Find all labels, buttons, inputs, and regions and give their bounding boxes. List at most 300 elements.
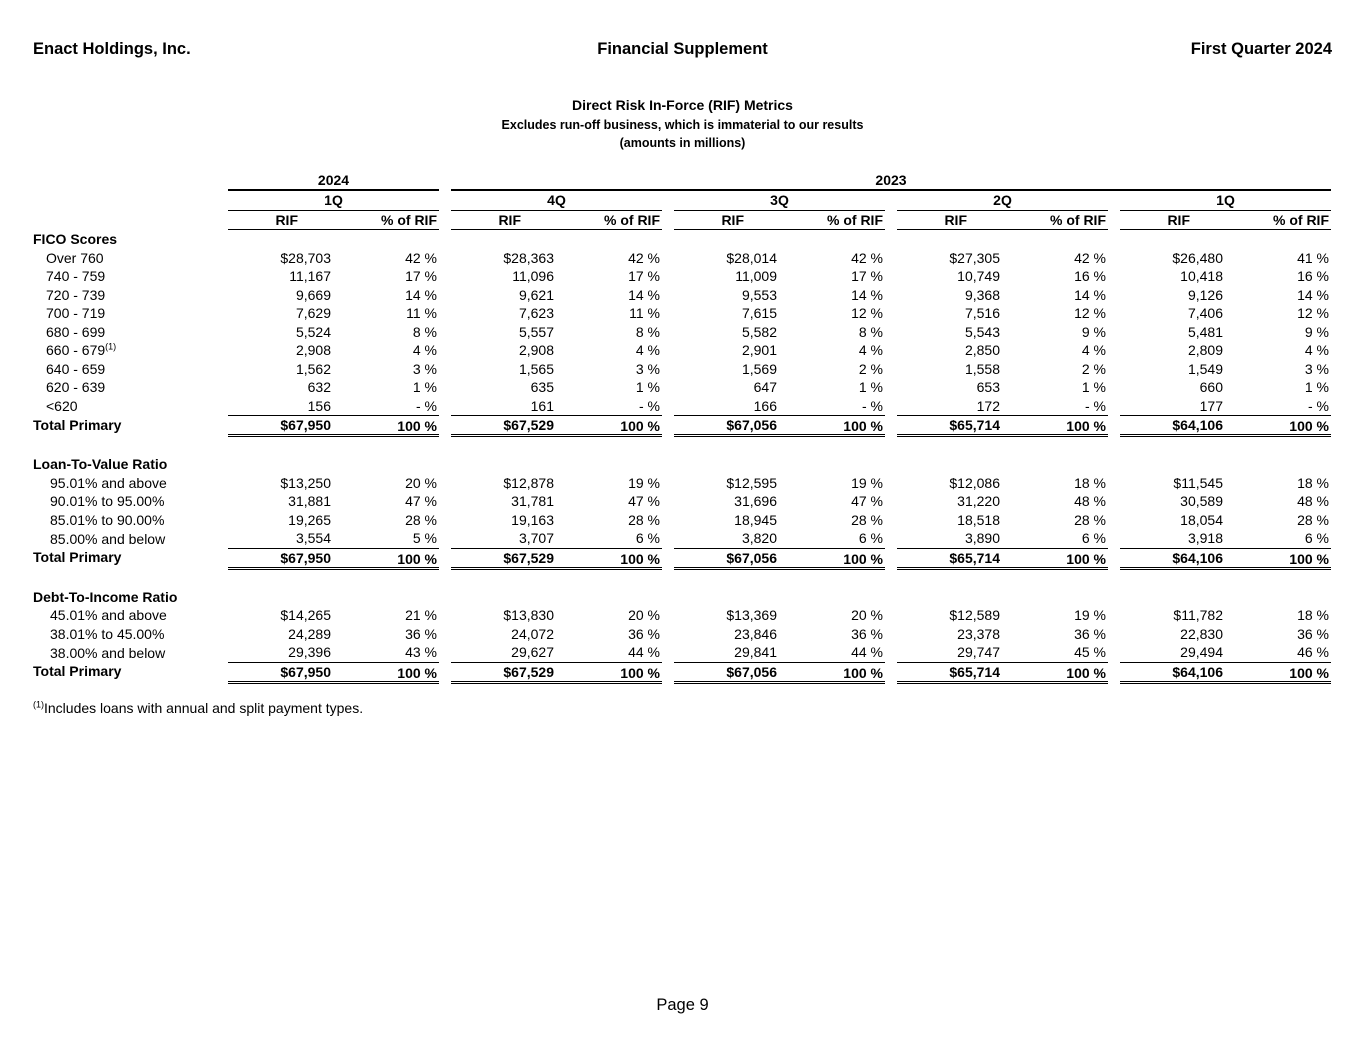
gap-cell: [439, 397, 451, 416]
row-label: [33, 378, 228, 397]
gap-cell: [439, 304, 451, 323]
pct-value: 100 %: [1002, 416, 1108, 436]
rif-value: $12,878: [503, 474, 554, 491]
pct-value: 28 %: [1074, 511, 1106, 528]
quarter-header: 1Q: [228, 190, 439, 210]
col-header-rif: RIF: [228, 210, 333, 230]
rif-value: 18,518: [957, 511, 1000, 528]
gap-cell: [885, 286, 897, 305]
gap-cell: [885, 323, 897, 342]
gap-cell: [662, 397, 674, 416]
pct-value: - %: [1225, 397, 1331, 416]
gap-cell: [1108, 249, 1120, 268]
rif-value: 172: [897, 397, 1002, 416]
pct-value: 14 %: [405, 286, 437, 303]
table-row: [33, 397, 1331, 416]
pct-value: 17 %: [405, 268, 437, 285]
gap-cell: [662, 249, 674, 268]
gap-cell: [439, 474, 451, 493]
spacer-row: [33, 568, 1331, 588]
rif-value: 2,809: [1187, 342, 1223, 359]
column-header-row: [33, 210, 1331, 230]
rif-value: $67,950: [228, 662, 333, 682]
gap-cell: [1108, 397, 1120, 416]
row-label-text: <620: [46, 398, 78, 414]
gap-cell: [439, 416, 451, 436]
row-label: [33, 625, 228, 644]
pct-value: 28 %: [405, 511, 437, 528]
pct-value: 47 %: [628, 493, 660, 510]
pct-value: 100 %: [556, 548, 662, 568]
rif-value: $67,950: [228, 416, 333, 436]
row-label: [33, 286, 228, 305]
gap-cell: [885, 249, 897, 268]
row-label-text: 660 - 679: [46, 342, 106, 359]
pct-value: 21 %: [405, 607, 437, 624]
rif-value: 31,696: [734, 493, 777, 510]
rif-value: 19,265: [288, 511, 331, 528]
rif-value: 10,749: [957, 268, 1000, 285]
rif-value: 18,054: [1180, 511, 1223, 528]
gap-cell: [662, 511, 674, 530]
pct-value: 8 %: [635, 323, 660, 340]
gap-cell: [662, 606, 674, 625]
rif-value: 31,881: [288, 493, 331, 510]
rif-value: 29,841: [674, 643, 779, 662]
pct-value: 100 %: [1002, 662, 1108, 682]
rif-value: 24,072: [511, 625, 554, 642]
rif-value: 7,406: [1187, 305, 1223, 322]
rif-value: $67,950: [228, 548, 333, 568]
rif-value: $11,782: [1173, 607, 1223, 624]
gap-cell: [439, 170, 451, 190]
pct-value: 6 %: [1225, 529, 1331, 548]
col-header-rif: RIF: [451, 210, 556, 230]
rif-value: 29,494: [1120, 643, 1225, 662]
gap-cell: [662, 474, 674, 493]
gap-cell: [439, 662, 451, 682]
section-header-row: [33, 230, 1331, 249]
table-title: Direct Risk In-Force (RIF) Metrics: [572, 97, 793, 113]
rif-value: 9,621: [518, 286, 554, 303]
row-label-text: 38.01% to 45.00%: [50, 625, 165, 642]
total-label: Total Primary: [33, 416, 122, 433]
gap-cell: [662, 548, 674, 568]
gap-cell: [885, 492, 897, 511]
gap-cell: [1108, 548, 1120, 568]
pct-value: 45 %: [1002, 643, 1108, 662]
quarter-header: 3Q: [674, 190, 885, 210]
gap-cell: [662, 304, 674, 323]
gap-cell: [662, 360, 674, 379]
rif-value: $65,714: [897, 662, 1002, 682]
pct-value: 3 %: [412, 360, 437, 377]
rif-value: 5,481: [1187, 323, 1223, 340]
footnote-marker: (1): [33, 699, 44, 710]
table-units: (amounts in millions): [619, 136, 746, 150]
pct-value: 36 %: [1297, 625, 1329, 642]
pct-value: 8 %: [412, 323, 437, 340]
pct-value: 20 %: [851, 607, 883, 624]
rif-value: 632: [307, 379, 331, 396]
rif-value: 635: [530, 379, 554, 396]
table-row: [33, 267, 1331, 286]
total-row: [33, 416, 1331, 436]
pct-value: 42 %: [1074, 249, 1106, 266]
pct-value: 1 %: [412, 379, 437, 396]
row-label: [33, 529, 228, 548]
rif-value: 1,562: [295, 360, 331, 377]
pct-value: 3 %: [1304, 360, 1329, 377]
row-label: [33, 304, 228, 323]
rif-value: 166: [674, 397, 779, 416]
pct-value: 42 %: [628, 249, 660, 266]
pct-value: 1 %: [858, 379, 883, 396]
row-label-text: 620 - 639: [46, 379, 106, 396]
row-label: [33, 249, 228, 268]
pct-value: - %: [333, 397, 439, 416]
pct-value: 14 %: [1074, 286, 1106, 303]
row-label-text: 720 - 739: [46, 286, 106, 303]
row-label-text: 90.01% to 95.00%: [50, 493, 165, 510]
pct-value: 20 %: [405, 474, 437, 491]
rif-value: $67,056: [674, 662, 779, 682]
total-label: Total Primary: [33, 663, 122, 679]
spacer-row: [33, 436, 1331, 456]
gap-cell: [885, 548, 897, 568]
gap-cell: [662, 643, 674, 662]
gap-cell: [439, 210, 451, 230]
row-label: [33, 474, 228, 493]
pct-value: 17 %: [628, 268, 660, 285]
rif-value: 9,368: [964, 286, 1000, 303]
rif-value: $67,056: [674, 416, 779, 436]
table-row: [33, 529, 1331, 548]
pct-value: 4 %: [858, 342, 883, 359]
gap-cell: [662, 286, 674, 305]
rif-value: 19,163: [511, 511, 554, 528]
rif-value: 1,558: [964, 360, 1000, 377]
gap-cell: [439, 643, 451, 662]
gap-cell: [662, 416, 674, 436]
table-row: [33, 286, 1331, 305]
rif-value: 3,890: [897, 529, 1002, 548]
pct-value: 14 %: [851, 286, 883, 303]
pct-value: 36 %: [405, 625, 437, 642]
quarter-header: 1Q: [1120, 190, 1331, 210]
row-label-text: 640 - 659: [46, 360, 106, 377]
year-header: 2023: [451, 170, 1331, 190]
rif-value: 24,289: [288, 625, 331, 642]
pct-value: 4 %: [1304, 342, 1329, 359]
col-header-pct: % of RIF: [333, 210, 439, 230]
row-label: [33, 643, 228, 662]
gap-cell: [885, 378, 897, 397]
rif-value: 5,557: [518, 323, 554, 340]
gap-cell: [1108, 304, 1120, 323]
rif-value: 31,220: [957, 493, 1000, 510]
rif-value: 2,908: [518, 342, 554, 359]
table-row: [33, 249, 1331, 268]
section-header-row: [33, 455, 1331, 474]
total-row: [33, 548, 1331, 568]
col-header-rif: RIF: [1120, 210, 1225, 230]
section-title: Debt-To-Income Ratio: [33, 588, 178, 605]
row-label-text: 45.01% and above: [50, 607, 167, 624]
rif-value: 11,096: [512, 268, 554, 285]
gap-cell: [662, 341, 674, 360]
pct-value: 20 %: [628, 607, 660, 624]
rif-value: 11,009: [735, 268, 777, 285]
rif-value: 5,543: [964, 323, 1000, 340]
rif-value: $64,106: [1120, 548, 1225, 568]
rif-value: 177: [1120, 397, 1225, 416]
rif-value: 1,569: [741, 360, 777, 377]
pct-value: 36 %: [628, 625, 660, 642]
pct-value: 2 %: [1081, 360, 1106, 377]
blank-cell: [33, 210, 228, 230]
pct-value: 12 %: [851, 305, 883, 322]
pct-value: 14 %: [1297, 286, 1329, 303]
quarter-header: 2Q: [897, 190, 1108, 210]
pct-value: 8 %: [858, 323, 883, 340]
gap-cell: [885, 304, 897, 323]
gap-cell: [1108, 625, 1120, 644]
gap-cell: [1108, 529, 1120, 548]
table-row: [33, 378, 1331, 397]
rif-value: $28,363: [503, 249, 554, 266]
pct-value: 44 %: [779, 643, 885, 662]
row-label: [33, 323, 228, 342]
rif-value: 647: [753, 379, 777, 396]
pct-value: 100 %: [1002, 548, 1108, 568]
gap-cell: [885, 267, 897, 286]
pct-value: 100 %: [333, 416, 439, 436]
rif-value: $14,265: [280, 607, 331, 624]
rif-value: 10,418: [1180, 268, 1223, 285]
blank-cell: [33, 568, 1331, 588]
rif-value: $13,830: [503, 607, 554, 624]
section-title: FICO Scores: [33, 231, 118, 248]
gap-cell: [885, 210, 897, 230]
rif-value: 653: [976, 379, 1000, 396]
table-row: [33, 625, 1331, 644]
rif-metrics-table: [33, 170, 1331, 684]
pct-value: 100 %: [1225, 548, 1331, 568]
pct-value: 46 %: [1225, 643, 1331, 662]
gap-cell: [1108, 323, 1120, 342]
pct-value: 4 %: [1081, 342, 1106, 359]
table-row: [33, 341, 1331, 360]
gap-cell: [885, 397, 897, 416]
rif-value: 660: [1199, 379, 1223, 396]
row-label: [33, 397, 228, 416]
quarter-header-row: [33, 190, 1331, 210]
pct-value: 3 %: [635, 360, 660, 377]
rif-value: $26,480: [1172, 249, 1223, 266]
gap-cell: [885, 511, 897, 530]
gap-cell: [885, 416, 897, 436]
rif-value: 2,850: [964, 342, 1000, 359]
gap-cell: [1108, 286, 1120, 305]
gap-cell: [1108, 341, 1120, 360]
pct-value: 19 %: [1074, 607, 1106, 624]
rif-value: $12,086: [949, 474, 1000, 491]
rif-value: $28,014: [726, 249, 777, 266]
rif-value: 5,582: [741, 323, 777, 340]
rif-value: $64,106: [1120, 416, 1225, 436]
pct-value: 19 %: [851, 474, 883, 491]
pct-value: 4 %: [412, 342, 437, 359]
pct-value: 43 %: [333, 643, 439, 662]
row-label-text: 38.00% and below: [50, 644, 166, 661]
pct-value: 48 %: [1297, 493, 1329, 510]
section-header-row: [33, 588, 1331, 607]
gap-cell: [439, 529, 451, 548]
rif-value: $12,595: [726, 474, 777, 491]
rif-value: 7,629: [295, 305, 331, 322]
table-row: [33, 474, 1331, 493]
gap-cell: [439, 606, 451, 625]
gap-cell: [1108, 511, 1120, 530]
row-label-text: 680 - 699: [46, 323, 106, 340]
footnote-text: Includes loans with annual and split payment types.: [44, 700, 364, 716]
pct-value: 12 %: [1297, 305, 1329, 322]
table-row: [33, 304, 1331, 323]
rif-value: $67,056: [674, 548, 779, 568]
gap-cell: [885, 360, 897, 379]
gap-cell: [439, 249, 451, 268]
gap-cell: [439, 267, 451, 286]
rif-value: 23,378: [957, 625, 1000, 642]
rif-value: 2,908: [295, 342, 331, 359]
row-label: [33, 360, 228, 379]
pct-value: 5 %: [333, 529, 439, 548]
gap-cell: [1108, 606, 1120, 625]
gap-cell: [885, 606, 897, 625]
rif-value: 7,516: [964, 305, 1000, 322]
rif-value: 2,901: [741, 342, 777, 359]
pct-value: 100 %: [333, 548, 439, 568]
col-header-pct: % of RIF: [1002, 210, 1108, 230]
rif-value: $11,545: [1173, 474, 1223, 491]
pct-value: - %: [556, 397, 662, 416]
row-label: [33, 511, 228, 530]
pct-value: 2 %: [858, 360, 883, 377]
pct-value: 16 %: [1297, 268, 1329, 285]
pct-value: 47 %: [851, 493, 883, 510]
pct-value: 18 %: [1074, 474, 1106, 491]
footnote: [33, 700, 363, 716]
rif-value: 9,669: [295, 286, 331, 303]
pct-value: 1 %: [1081, 379, 1106, 396]
table-row: [33, 323, 1331, 342]
gap-cell: [1108, 210, 1120, 230]
rif-value: $64,106: [1120, 662, 1225, 682]
rif-value: 161: [451, 397, 556, 416]
row-label-text: Over 760: [46, 249, 104, 266]
gap-cell: [1108, 662, 1120, 682]
gap-cell: [1108, 360, 1120, 379]
rif-value: $67,529: [451, 416, 556, 436]
row-label-text: 700 - 719: [46, 305, 106, 322]
gap-cell: [1108, 190, 1120, 210]
pct-value: 6 %: [1002, 529, 1108, 548]
rif-value: $12,589: [949, 607, 1000, 624]
pct-value: 100 %: [779, 416, 885, 436]
gap-cell: [662, 323, 674, 342]
table-row: [33, 606, 1331, 625]
pct-value: 17 %: [851, 268, 883, 285]
table-row: [33, 511, 1331, 530]
row-label: [33, 492, 228, 511]
blank-cell: [33, 436, 1331, 456]
row-label: [33, 606, 228, 625]
rif-value: 29,747: [897, 643, 1002, 662]
section-title: Loan-To-Value Ratio: [33, 456, 168, 473]
pct-value: 36 %: [851, 625, 883, 642]
pct-value: 100 %: [779, 662, 885, 682]
pct-value: 28 %: [851, 511, 883, 528]
gap-cell: [662, 378, 674, 397]
rif-value: 3,918: [1120, 529, 1225, 548]
pct-value: 12 %: [1074, 305, 1106, 322]
rif-value: 7,623: [518, 305, 554, 322]
rif-value: $27,305: [949, 249, 1000, 266]
gap-cell: [1108, 378, 1120, 397]
row-label: [33, 267, 228, 286]
rif-value: 29,627: [451, 643, 556, 662]
pct-value: 100 %: [779, 548, 885, 568]
page-number: Page 9: [656, 996, 709, 1014]
rif-value: $13,369: [726, 607, 777, 624]
pct-value: 100 %: [1225, 416, 1331, 436]
gap-cell: [885, 643, 897, 662]
pct-value: 47 %: [405, 493, 437, 510]
rif-value: 1,549: [1187, 360, 1223, 377]
gap-cell: [662, 492, 674, 511]
rif-value: 7,615: [741, 305, 777, 322]
rif-value: 22,830: [1180, 625, 1223, 642]
rif-value: 9,553: [741, 286, 777, 303]
table-row: [33, 360, 1331, 379]
report-period: First Quarter 2024: [1190, 40, 1332, 58]
gap-cell: [439, 548, 451, 568]
rif-value: 1,565: [518, 360, 554, 377]
pct-value: - %: [1002, 397, 1108, 416]
pct-value: 42 %: [851, 249, 883, 266]
gap-cell: [885, 529, 897, 548]
rif-value: 29,396: [228, 643, 333, 662]
rif-value: 9,126: [1187, 286, 1223, 303]
gap-cell: [1108, 416, 1120, 436]
rif-value: $65,714: [897, 416, 1002, 436]
col-header-pct: % of RIF: [1225, 210, 1331, 230]
pct-value: 18 %: [1297, 474, 1329, 491]
gap-cell: [439, 511, 451, 530]
year-header-row: [33, 170, 1331, 190]
pct-value: 6 %: [556, 529, 662, 548]
rif-value: 156: [228, 397, 333, 416]
pct-value: 36 %: [1074, 625, 1106, 642]
gap-cell: [439, 323, 451, 342]
table-row: [33, 492, 1331, 511]
pct-value: 16 %: [1074, 268, 1106, 285]
blank-cell: [33, 190, 228, 210]
table-subtitle: Excludes run-off business, which is immaterial to our results: [501, 118, 864, 132]
pct-value: 41 %: [1297, 249, 1329, 266]
pct-value: 28 %: [1297, 511, 1329, 528]
